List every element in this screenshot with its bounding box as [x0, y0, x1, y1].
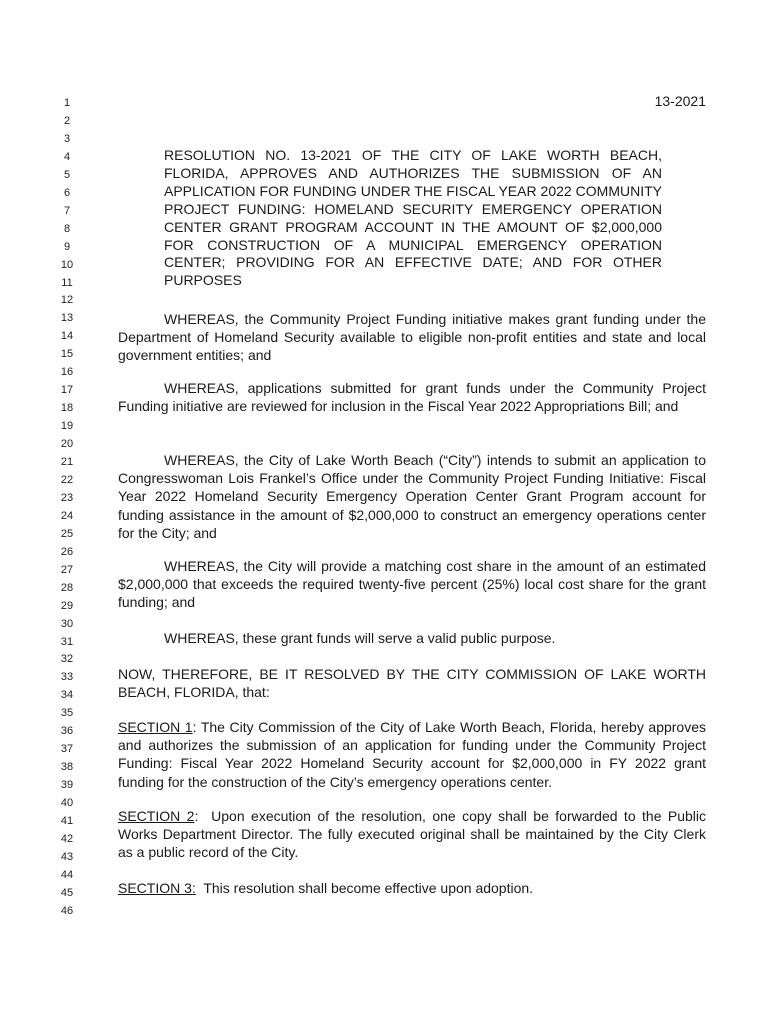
section-1	[118, 718, 706, 791]
line-number: 1	[63, 97, 71, 109]
line-number: 29	[60, 599, 74, 612]
section-text: Upon execution of the resolution, one copy shall be forwarded to the Public Works Department Director. The fully executed original shall be maintained by the City Clerk as a public record of the City.	[118, 808, 707, 861]
line-number: 31	[60, 635, 74, 648]
line-number: 21	[60, 456, 74, 468]
whereas-text: WHEREAS, these grant funds will serve a valid public purpose.	[164, 630, 556, 646]
line-number: 5	[63, 168, 71, 181]
line-number: 9	[63, 240, 71, 253]
line-number: 44	[60, 868, 74, 881]
whereas-paragraph-4	[118, 557, 706, 612]
line-number: 35	[60, 707, 74, 720]
line-number: 16	[60, 366, 74, 379]
line-number: 4	[63, 150, 71, 163]
line-number: 13	[60, 312, 74, 325]
line-number: 36	[60, 725, 74, 738]
section-separator: :	[192, 719, 201, 735]
whereas-text: WHEREAS, the City will provide a matching cost share in the amount of an estimated $2,000,000 that exceeds the required twenty-five percent (25%) local cost share for the grant funding; and	[118, 558, 706, 611]
whereas-paragraph-2	[118, 379, 706, 415]
line-number: 33	[60, 671, 74, 684]
section-separator: :	[194, 808, 212, 824]
line-number: 25	[60, 527, 74, 540]
resolution-title: RESOLUTION NO. 13-2021 OF THE CITY OF LAKE WORTH BEACH, FLORIDA, APPROVES AND AUTHORIZES THE SUBMISSION OF AN APPLICATION FOR FUNDING UNDER THE FISCAL YEAR 2022 COMMUNITY PROJECT FUNDING: HOMELAND SECURITY EMERGENCY OPERATION CENTER GRANT PROGRAM ACCOUNT IN THE AMOUNT OF $2,000,000 FOR CONSTRUCTION OF A MUNICIPAL EMERGENCY OPERATION CENTER; PROVIDING FOR AN EFFECTIVE DATE; AND FOR OTHER PURPOSES	[164, 147, 662, 289]
document-number: 13-2021	[654, 93, 706, 109]
line-number: 22	[60, 473, 74, 486]
section-2	[118, 807, 706, 862]
resolved-clause: NOW, THEREFORE, BE IT RESOLVED BY THE CITY COMMISSION OF LAKE WORTH BEACH, FLORIDA, that:	[118, 666, 706, 701]
line-number: 30	[60, 617, 74, 630]
line-number: 23	[60, 491, 74, 504]
section-text: The City Commission of the City of Lake Worth Beach, Florida, hereby approves and authorizes the submission of an application for funding under the Community Project Funding: Fiscal Year 2022 Homeland Security account for $2,000,000 in FY 2022 grant funding for the construction of the City’s emergency operations center.	[118, 719, 706, 790]
section-text: This resolution shall become effective upon adoption.	[203, 880, 534, 896]
line-number: 41	[60, 815, 74, 827]
line-number: 8	[63, 222, 71, 235]
line-number: 27	[60, 563, 74, 576]
line-number: 37	[60, 743, 74, 756]
line-number: 26	[60, 545, 74, 558]
line-number: 28	[60, 581, 74, 594]
line-number: 11	[61, 276, 73, 289]
whereas-paragraph-5	[118, 629, 706, 647]
line-number: 10	[60, 258, 74, 271]
line-number: 2	[63, 114, 71, 127]
line-number: 17	[60, 384, 74, 397]
whereas-paragraph-3	[118, 451, 706, 542]
line-number: 14	[60, 330, 74, 343]
line-number: 24	[60, 509, 74, 522]
line-number: 18	[60, 402, 74, 415]
line-number: 32	[60, 653, 74, 666]
line-number: 40	[60, 797, 74, 810]
whereas-text: WHEREAS, applications submitted for grant funds under the Community Project Funding initiative are reviewed for inclusion in the Fiscal Year 2022 Appropriations Bill; and	[118, 380, 706, 415]
line-number: 38	[60, 761, 74, 774]
line-number: 12	[60, 294, 74, 307]
line-number: 43	[60, 850, 74, 863]
section-label: SECTION 2	[118, 808, 195, 824]
whereas-text: WHEREAS, the Community Project Funding initiative makes grant funding under the Department of Homeland Security available to eligible non-profit entities and state and local government entities; and	[118, 311, 706, 364]
line-number: 3	[63, 132, 71, 145]
whereas-paragraph-1	[118, 310, 706, 365]
line-number: 7	[63, 204, 71, 217]
line-number: 42	[60, 832, 74, 845]
whereas-text: WHEREAS, the City of Lake Worth Beach (“City”) intends to submit an application to Congresswoman Lois Frankel’s Office under the Community Project Funding Initiative: Fiscal Year 2022 Homeland Security Emergency Operation Center Grant Program account for funding assistance in the amount of $2,000,000 to construct an emergency operations center for the City; and	[118, 452, 706, 541]
line-number: 46	[60, 904, 74, 917]
line-number: 6	[63, 186, 71, 199]
line-number: 45	[60, 886, 74, 899]
line-number: 20	[60, 438, 74, 451]
line-number: 39	[60, 779, 74, 792]
section-label: SECTION 1	[118, 719, 193, 735]
section-3	[118, 879, 706, 897]
line-number: 19	[60, 420, 74, 433]
section-label: SECTION 3:	[118, 880, 196, 896]
line-number: 34	[60, 689, 74, 702]
line-number: 15	[60, 348, 74, 361]
